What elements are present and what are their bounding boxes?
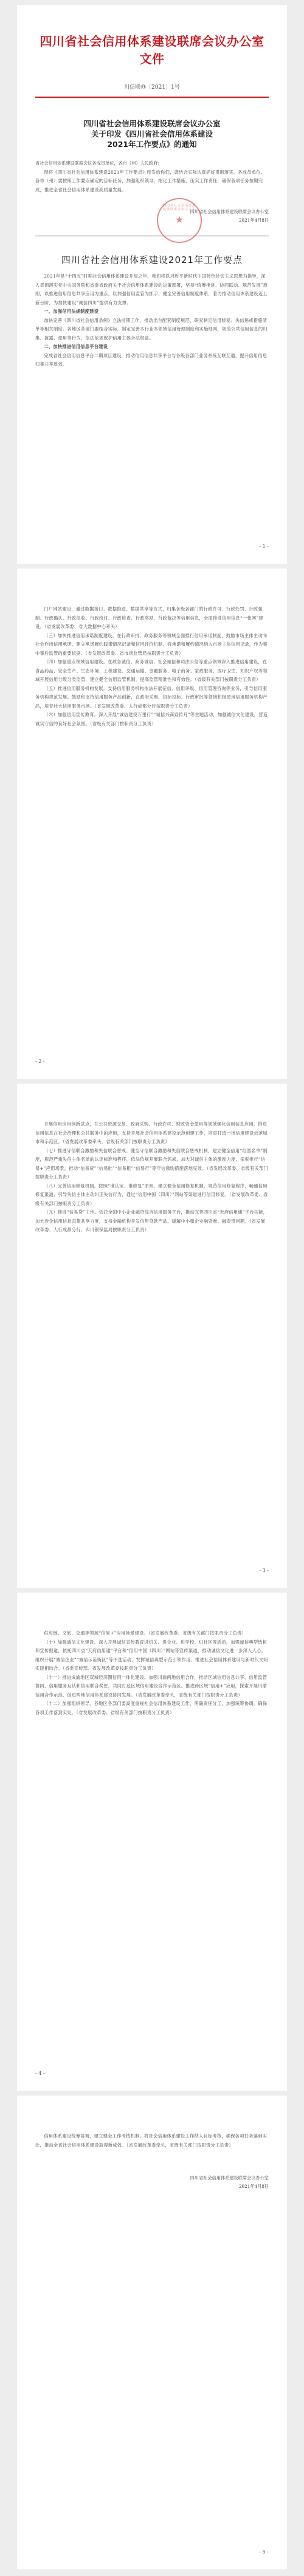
paragraph: 门户网站建设，通过数据接口、数据推送、数据共享等方式，归集各级各部门的行政许可、行政处罚、行政强制、行政确认、行政征收、行政给付、行政检查、行政奖励、行政裁决等信用信息，全面推进信用信息“一张网”建设。（省发展改革委、省大数据中心牵头） [35, 606, 263, 629]
page-4 [17, 1593, 287, 2091]
page-3 [17, 1084, 287, 1588]
page-number: - 3 - [259, 1568, 269, 1573]
page-5 [17, 2096, 287, 2569]
closing-signature-block [35, 2174, 269, 2191]
official-seal [157, 198, 202, 243]
signature-organization: 四川省社会信用体系建设联席会议办公室 [190, 2175, 269, 2181]
page-number: - 4 - [35, 2071, 45, 2076]
seal-star-icon: ★ [174, 214, 184, 225]
paragraph: （三）加快推进信用承诺制度建设。在行政审批、政务服务等领域全面推行信用承诺制度，鼓励市场主体主动向社会作出信用承诺，建立承诺履约践诺情况记录和信用评价机制，将承诺和履约情况纳入市场主体信用记录，作为事中事后监管的重要依据。（省发展改革委、省市场监管局按职责分工负责） [35, 632, 268, 656]
red-divider [35, 97, 269, 98]
paragraph: （十一）推进成渝地区双城经济圈信用一体化建设。加强川渝两地信用合作，推动区域信用信息共享、信用监管协同、信用服务互认和信用联合奖惩，共同打造区域信用建设合作示范区。推进跨区域“信用+”应用，探索开展川渝信用合作示范，促进两地信用体系建设协同发展。（省发展改革委牵头，省级有关部门按职责分工负责） [35, 1674, 268, 1698]
page-number: - 2 - [35, 1059, 45, 1064]
seal-text: 四川省社会信用体系建设联席会议办公室 [162, 204, 196, 211]
paragraph: （十二）加强组织领导。各地区各部门要高度重视社会信用体系建设工作，明确责任分工，加强统筹协调，确保各项工作落到实处。（省发展改革委、省级有关部门按职责分工负责） [35, 1701, 268, 1715]
signature-block [35, 208, 269, 225]
section2-text: 完成省社会信用信息平台二期项目建设，推动信用信息共享平台与各级各部门业务系统互联互通，提升信用信息归集共享质效。 [35, 352, 268, 367]
page-number: - 1 - [259, 544, 269, 549]
signature-date: 2021年4月8日 [238, 2184, 269, 2189]
signature-date: 2021年4月8日 [238, 217, 269, 223]
paragraph: 开展信用应用创新试点，在公共资源交易、政府采购、行政许可、财政资金使用等领域强化信用信息应用，推进信用信息在社会治理和公共服务中的应用，支持开展社会信用体系建设示范创建工作，培育打造一批信用建设示范城市和示范区。（省发展改革委牵头，省级有关部门按职责分工负责） [35, 1121, 268, 1144]
paragraph: （七）推进守信联合激励和失信联合惩戒。健全守信联合激励和失信联合惩戒机制，建立健全信用“红黑名单”制度，规范严重失信主体名单的认定标准和程序，依法依规开展联合惩戒，加大对诚信主体的激励力度，探索推行“信易+”应用场景，推动“信易贷”“信易批”“信易租”“信易行”等守信激励措施落地见效。（省发展改革委、省级有关部门按职责分工负责） [35, 1147, 268, 1180]
paragraph: （五）推进信用服务机构发展。支持信用服务机构依法开展征信、信用评级、信用管理咨询等业务，引导信用服务机构规范发展。鼓励和支持信用服务产品创新，在政府采购、招标投标、行政审批等领域积极使用信用服务机构产品，培育壮大信用服务市场。（省发展改革委、人行成都分行按职责分工负责） [35, 685, 268, 709]
notice-title-line3: 2021年工作要点》的通知 [107, 140, 197, 149]
signature-organization: 四川省社会信用体系建设联席会议办公室 [190, 209, 269, 214]
notice-title [35, 118, 269, 149]
section2-heading: 二、加快推进信用信息平台建设 [44, 344, 108, 349]
notice-title-line1: 四川省社会信用体系建设联席会议办公室 [83, 119, 221, 128]
document-number: 川信联办〔2021〕1号 [124, 84, 180, 91]
page-1 [17, 5, 287, 564]
notice-paragraph: 现将《四川省社会信用体系建设2021年工作要点》印发给你们，请结合实际认真抓好贯彻落实。各成员单位、各市（州）要按照工作要点确定的目标任务，加强组织领导，细化工作措施，压实工作责任，确保各项任务按期完成，推进全省社会信用体系建设高质量发展。 [35, 169, 266, 193]
paragraph: 供应链、文旅、交通等领域“信易+”应用场景建设。（省发展改革委、省级有关部门按职责分工负责） [44, 1630, 247, 1636]
plan-intro: 2021年是“十四五”时期社会信用体系建设开局之年，我们将以习近平新时代中国特色社会主义思想为指导，深入贯彻落实党中央国务院和省委省政府关于社会信用体系建设的决策部署，坚持“统筹推进、协同联动、规范发展”原则，以推进信用信息共享应用为重点，以加强信用监管为抓手，健全完善信用制度体系，着力推动信用体系建设迈上新台阶，为加快建设“诚信四川”提供有力支撑。 [35, 273, 268, 306]
paragraph: （九）推进“信易贷”工作。依托全国中小企业融资综合信用服务平台，推动完善四川省“天府信用通”平台功能，加大涉企信用信息归集共享力度，支持金融机构开发信用贷款产品，缓解中小微企业融资难、融资贵问题。（省发展改革委、人行成都分行、四川银保监局按职责分工负责） [35, 1209, 268, 1232]
notice-title-line2: 关于印发《四川省社会信用体系建设 [91, 129, 213, 138]
document-header-title: 四川省社会信用体系建设联席会议办公室文件 [40, 34, 264, 66]
plan-title: 四川省社会信用体系建设2021年工作要点 [61, 255, 243, 265]
paragraph: （八）完善信用修复机制。按照“谁认定、谁修复”原则，建立健全信用修复机制，规范信用修复程序，畅通信用修复渠道，引导失信主体主动纠正失信行为，通过“信用中国（四川）”网站等渠道进行信用修复。（省发展改革委、省级有关部门按职责分工负责） [35, 1183, 268, 1206]
salutation: 省社会信用体系建设联席会议各成员单位，各市（州）人民政府： [35, 160, 162, 166]
paragraph: （十）加强诚信文化建设。深入开展诚信宣传教育进机关、进企业、进学校、进社区等活动，加强诚信典型选树和宣传报道，依托四川省“天府信用通”平台和“信用中国（四川）”网站等宣传渠道，推动诚信文化进一步深入人心。组织开展“诚信企业”“诚信示范街区”等评选活动，发挥诚信典型示范引领作用。推进社会信用体系建设与新时代文明实践相结合。（省委宣传部、省发展改革委按职责分工负责） [35, 1639, 268, 1671]
page-number: - 5 - [259, 2549, 269, 2555]
section1-text: 加快完善《四川省社会信用条例》立法前期工作，推动出台配套制度规范，研究制定信用修复、失信惩戒措施清单等相关制度。各地区各部门要结合实际，制定完善本行业本领域信用管理制度和实施细则，规范公共信用信息的归集、披露、使用等行为，依法依规保护信用主体合法权益。 [35, 317, 268, 341]
page-2 [17, 569, 287, 1079]
paragraph: （四）加强重点领域信用建设。在政务诚信、商务诚信、社会诚信和司法公信等重点领域深入推进信用建设，在食品药品、安全生产、生态环境、工程建设、交通运输、金融服务、电子商务、家政服务、医疗卫生、知识产权等领域开展信用分级分类监管，建立健全信用监管机制，提高监管精准性和有效性。（省级有关部门按职责分工负责） [35, 659, 268, 682]
section1-heading: 一、加强信用法规制度建设 [44, 309, 99, 314]
paragraph: 信用体系建设统筹协调，建立健全工作考核机制，将社会信用体系建设工作纳入目标考核，确保各项任务落到实处，推动全省社会信用体系建设取得新成效。（省发展改革委牵头，省级有关部门按职责分工负责） [35, 2133, 268, 2148]
paragraph: （六）加强信用宣传教育。深入开展“诚信建设万里行”“诚信兴商宣传月”等主题活动，加强诚信文化建设，营造诚实守信的良好社会氛围。（省级有关部门按职责分工负责） [35, 712, 268, 726]
